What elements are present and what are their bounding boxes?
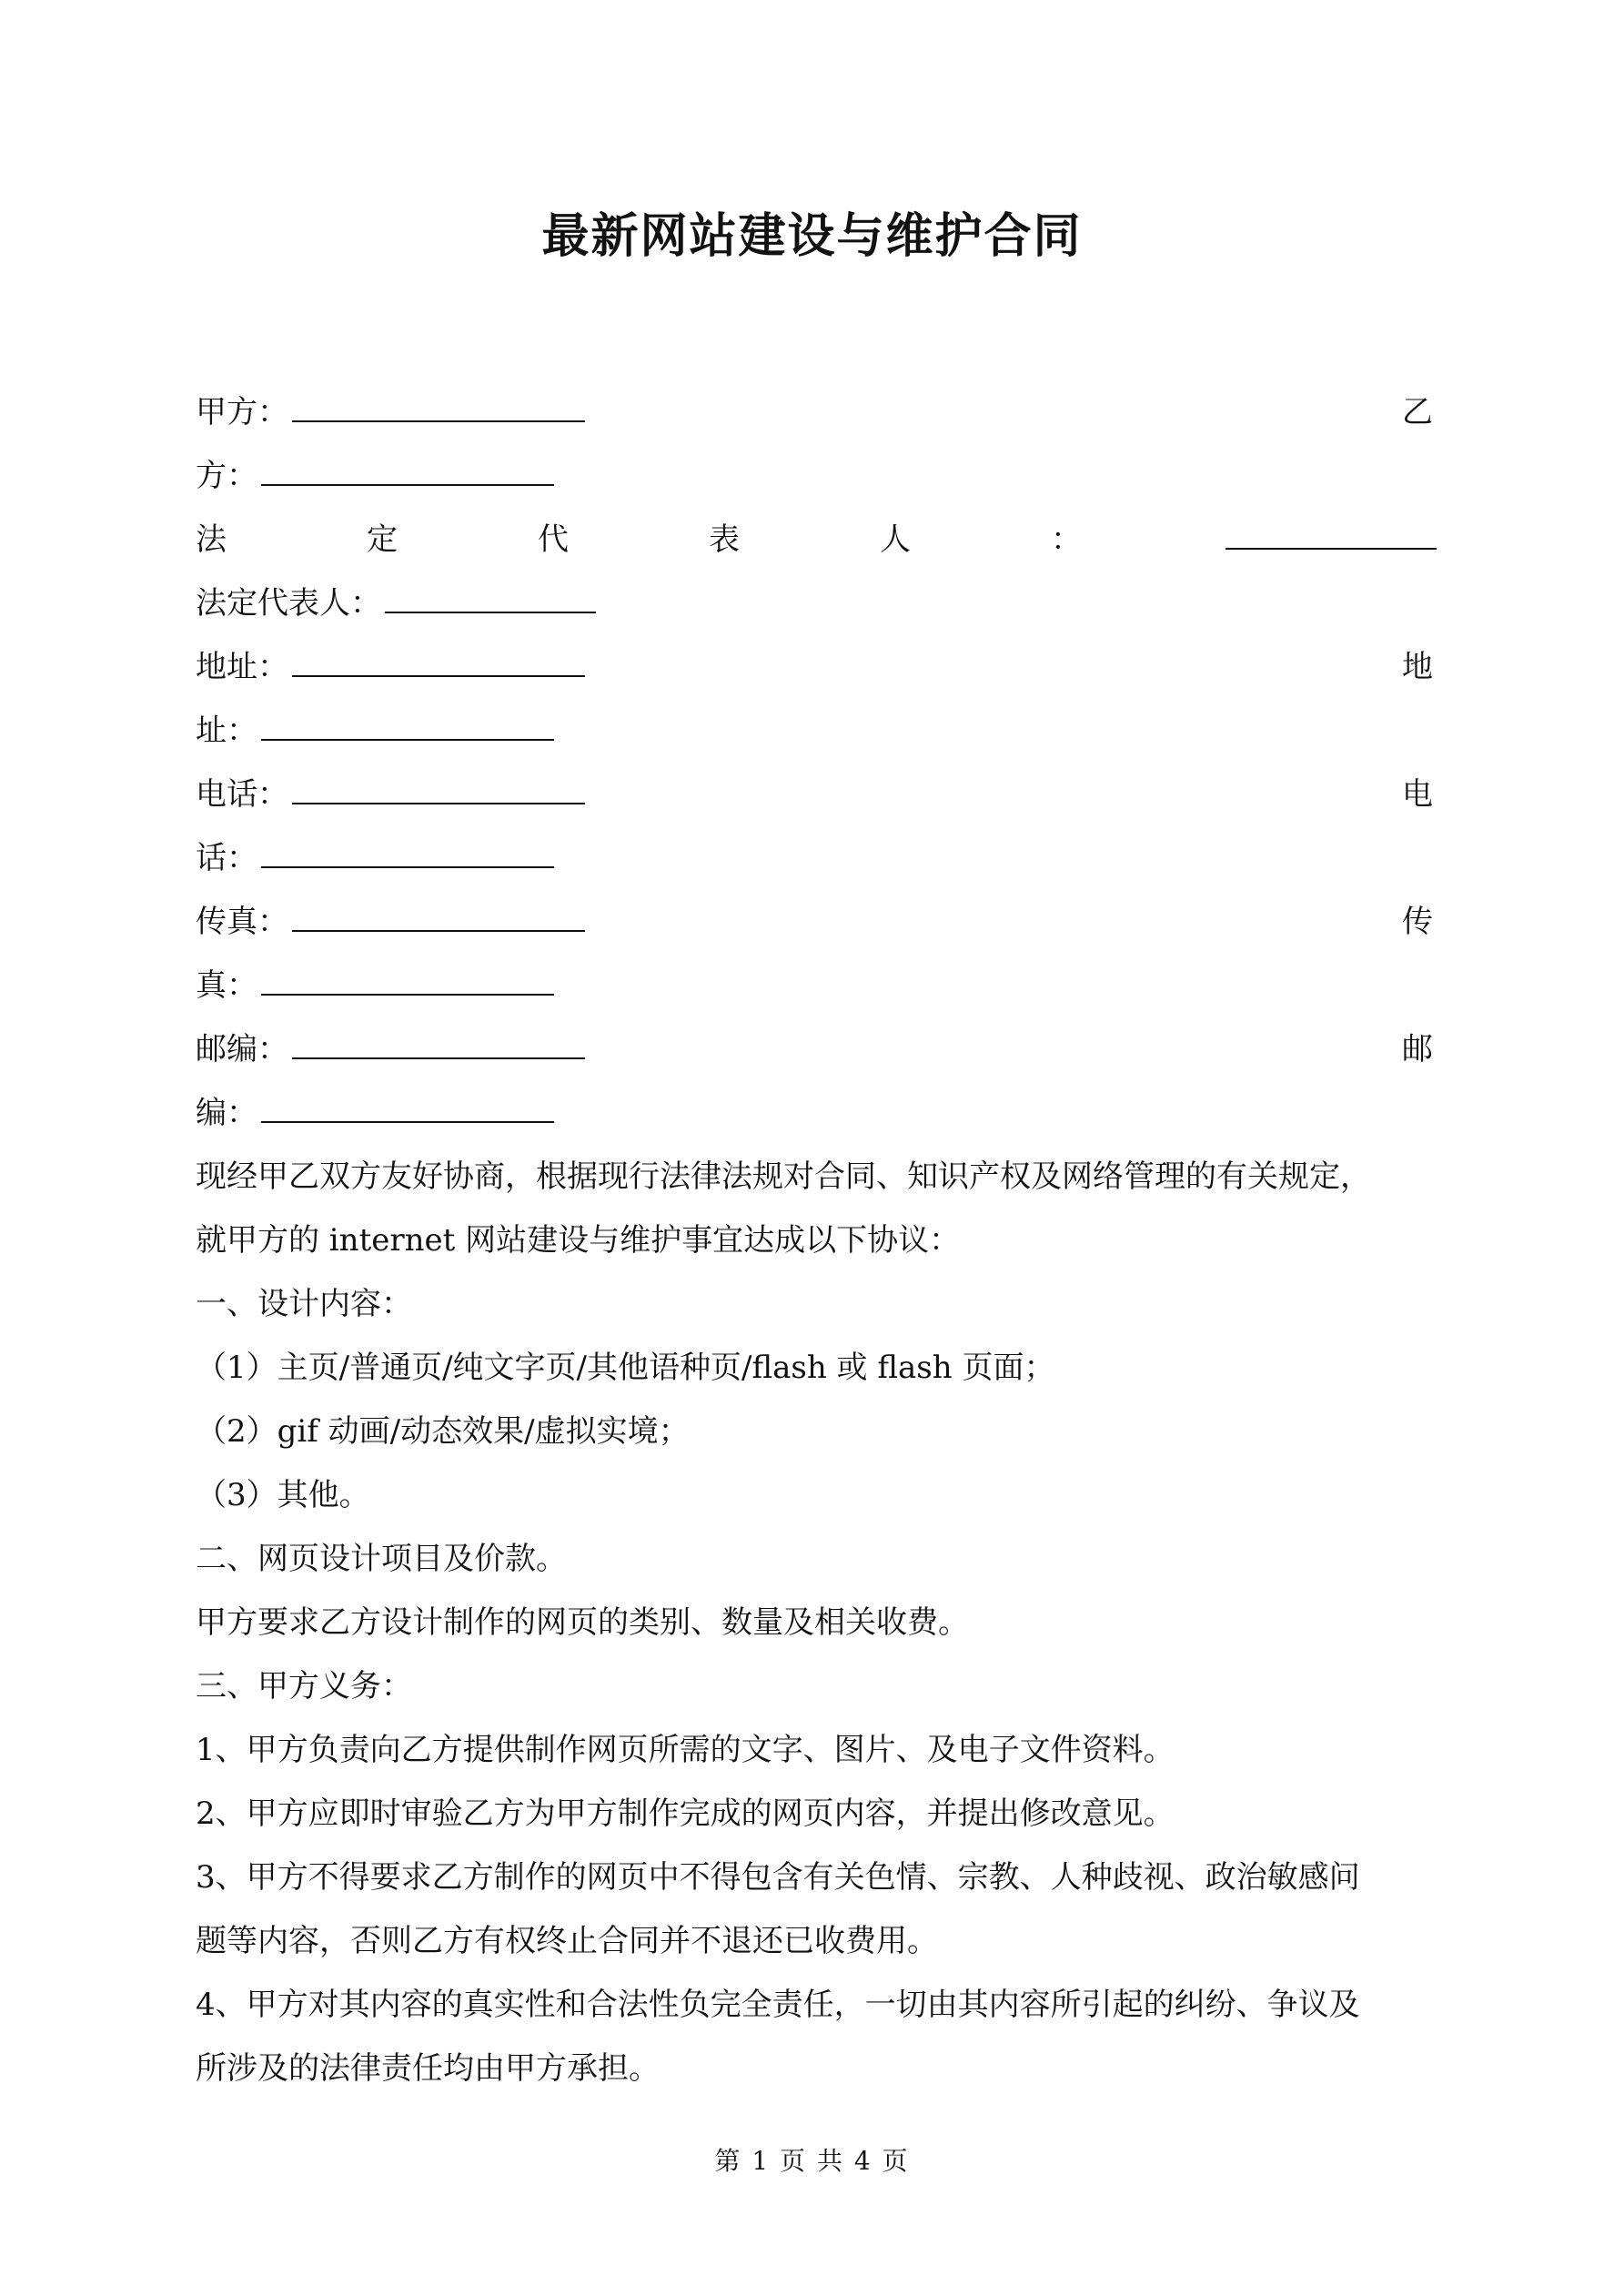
intro-paragraph-line-1: 现经甲乙双方友好协商，根据现行法律法规对合同、知识产权及网络管理的有关规定， [196, 1158, 1371, 1195]
rep-justified-row [196, 517, 1433, 562]
address-a-row [196, 644, 1433, 690]
phone-b-label-start: 电 [1402, 776, 1433, 813]
zip-b-row [196, 1090, 1433, 1136]
rep-b-label: 法定代表人： [196, 585, 381, 622]
rep-char: 法 [196, 521, 227, 558]
party-a-label: 甲方： [196, 394, 288, 430]
intro-paragraph-line-2: 就甲方的 internet 网站建设与维护事宜达成以下协议： [196, 1222, 961, 1259]
zip-a-label: 邮编： [196, 1031, 288, 1067]
section-3-item: 2、甲方应即时审验乙方为甲方制作完成的网页内容，并提出修改意见。 [196, 1795, 1175, 1832]
address-b-row [196, 708, 1433, 754]
fax-a-label: 传真： [196, 904, 288, 940]
zip-b-label-end: 编： [196, 1095, 257, 1131]
address-b-label-end: 址： [196, 713, 257, 749]
fax-a-blank [292, 899, 585, 932]
section-1-item: （1）主页/普通页/纯文字页/其他语种页/flash 或 flash 页面； [196, 1350, 1055, 1386]
party-b-blank [261, 453, 554, 486]
fax-a-row [196, 899, 1433, 945]
zip-b-label-start: 邮 [1402, 1031, 1433, 1067]
address-a-label: 地址： [196, 649, 288, 685]
zip-b-blank [261, 1090, 554, 1123]
phone-a-label: 电话： [196, 776, 288, 813]
party-b-label-start: 乙 [1402, 394, 1433, 430]
fax-b-blank [261, 963, 554, 996]
rep-b-blank [385, 581, 596, 613]
section-1-heading: 一、设计内容： [196, 1286, 412, 1322]
phone-a-blank [292, 772, 585, 804]
phone-a-row [196, 772, 1433, 817]
party-b-row [196, 453, 1433, 499]
party-b-label-end: 方： [196, 458, 257, 494]
fax-b-label-end: 真： [196, 967, 257, 1004]
party-a-row [196, 389, 1433, 435]
section-1-item: （2）gif 动画/动态效果/虚拟实境； [196, 1413, 690, 1450]
rep-char: 定 [367, 521, 398, 558]
phone-b-blank [261, 835, 554, 868]
address-a-blank [292, 644, 585, 677]
section-1-item: （3）其他。 [196, 1477, 370, 1513]
zip-a-row [196, 1027, 1433, 1072]
fax-b-label-start: 传 [1402, 904, 1433, 940]
section-2-text: 甲方要求乙方设计制作的网页的类别、数量及相关收费。 [196, 1604, 969, 1641]
section-2-heading: 二、网页设计项目及价款。 [196, 1541, 567, 1577]
section-3-item-continued: 题等内容，否则乙方有权终止合同并不退还已收费用。 [196, 1923, 938, 1959]
rep-a-blank [1226, 517, 1437, 550]
phone-b-label-end: 话： [196, 840, 257, 876]
rep-char: 表 [709, 521, 740, 558]
party-a-blank [292, 389, 585, 422]
fax-b-row [196, 963, 1433, 1008]
section-3-item: 3、甲方不得要求乙方制作的网页中不得包含有关色情、宗教、人种歧视、政治敏感问 [196, 1859, 1360, 1896]
zip-a-blank [292, 1027, 585, 1059]
section-3-item: 1、甲方负责向乙方提供制作网页所需的文字、图片、及电子文件资料。 [196, 1732, 1175, 1768]
rep-b-row [196, 581, 1433, 626]
phone-b-row [196, 835, 1433, 881]
page-title: 最新网站建设与维护合同 [541, 208, 1083, 264]
rep-char: ： [1051, 521, 1082, 558]
section-3-item-continued: 所涉及的法律责任均由甲方承担。 [196, 2050, 660, 2087]
address-b-label-start: 地 [1402, 649, 1433, 685]
section-3-heading: 三、甲方义务： [196, 1668, 412, 1704]
page-number-footer: 第 1 页 共 4 页 [714, 2146, 910, 2176]
address-b-blank [261, 708, 554, 741]
rep-char: 代 [538, 521, 569, 558]
rep-char: 人 [880, 521, 911, 558]
section-3-item: 4、甲方对其内容的真实性和合法性负完全责任，一切由其内容所引起的纠纷、争议及 [196, 1987, 1360, 2023]
